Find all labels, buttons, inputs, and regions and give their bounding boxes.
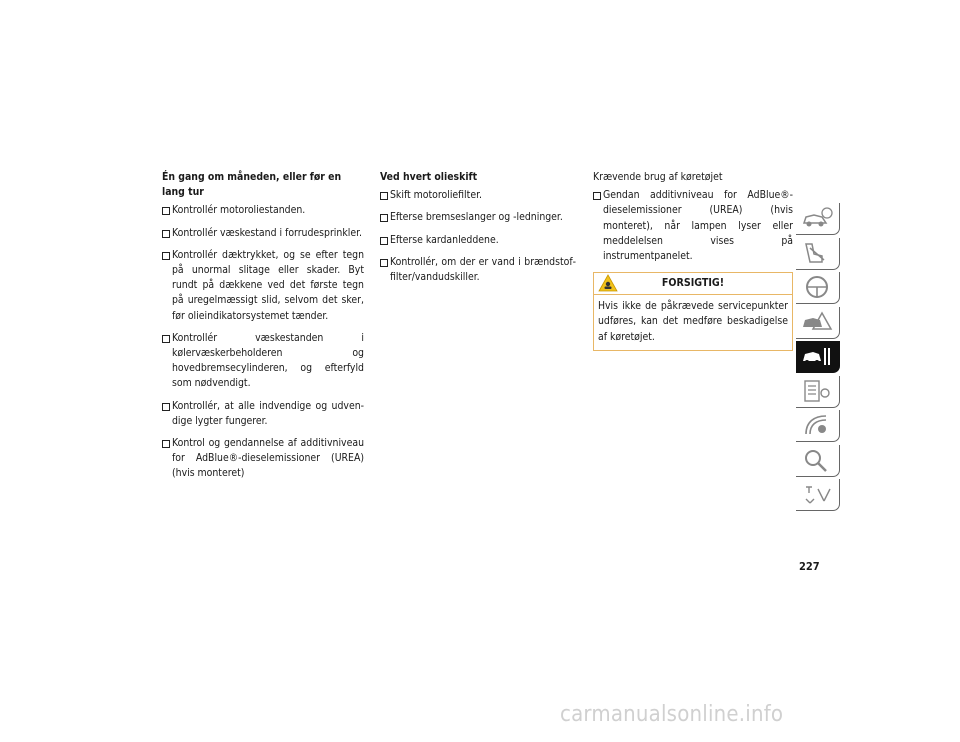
- checklist-item: Skift motoroliefilter.: [380, 188, 576, 203]
- watermark: carmanualsonline.info: [560, 702, 784, 727]
- magnifier-icon: [800, 447, 834, 473]
- checklist-item: Efterse bremseslanger og -ledninger.: [380, 210, 576, 225]
- checklist-item: Kontrollér, om der er vand i brændstoffilter/vandudskiller.: [380, 255, 576, 285]
- chapter-tab-8[interactable]: [796, 445, 840, 477]
- checkbox-icon: [162, 207, 170, 215]
- checkbox-icon: [380, 237, 388, 245]
- caution-title: FORSIGTIG!: [661, 277, 725, 290]
- chapter-tab-2[interactable]: [796, 238, 840, 270]
- car-wrench-icon: [800, 343, 834, 369]
- chapter-tab-4[interactable]: [796, 307, 840, 339]
- checkbox-icon: [162, 335, 170, 343]
- checkbox-icon: [162, 230, 170, 238]
- checklist-item: Kontrol og gendannelse af additivniveau for AdBlue®-dieselemissioner (UREA) (hvis monteret): [162, 436, 364, 482]
- chapter-tab-1[interactable]: [796, 203, 840, 235]
- checklist-item: Kontrollér, at alle indvendige og udvendige lygter fungerer.: [162, 399, 364, 429]
- maintenance-monthly-column: [162, 170, 364, 489]
- oil-change-checklist: [380, 188, 576, 285]
- chapter-tab-5[interactable]: [796, 341, 840, 373]
- oil-change-heading: Ved hvert olieskift: [380, 171, 478, 183]
- checkbox-icon: [380, 259, 388, 267]
- checkbox-icon: [162, 403, 170, 411]
- caution-box: [593, 272, 793, 351]
- checklist-item: Kontrollér dæktrykket, og se efter tegn på unormal slitage eller skader. Byt rundt på dækkene ved det første tegn på uregelmæssigt slid, selvom det sker, før olieindikatorsystemet tænder.: [162, 248, 364, 324]
- seat-belt-icon: [800, 240, 834, 266]
- checklist-item: Kontrollér motoroliestanden.: [162, 203, 364, 218]
- checkbox-icon: [380, 214, 388, 222]
- monthly-checklist: [162, 203, 364, 481]
- page-number: 227: [799, 560, 820, 573]
- chapter-tab-9[interactable]: [796, 479, 840, 511]
- spec-list-icon: [800, 378, 834, 404]
- caution-header: [594, 273, 792, 295]
- severe-use-heading: Krævende brug af køretøjet: [593, 171, 723, 183]
- multimedia-icon: [800, 412, 834, 438]
- maintenance-severe-use-column: [593, 170, 793, 351]
- language-icon: [800, 481, 834, 507]
- caution-warning-icon: [598, 274, 618, 292]
- maintenance-oil-change-column: [380, 170, 576, 292]
- checklist-item: Gendan additivniveau for AdBlue®-dieselemissioner (UREA) (hvis monteret), når lampen lyser eller meddelelsen vises på instrumentpanelet.: [593, 188, 793, 264]
- chapter-tab-strip: [796, 203, 840, 514]
- checklist-item: Kontrollér væskestand i forrudesprinkler.: [162, 226, 364, 241]
- monthly-heading: Én gang om måneden, eller før en lang tur: [162, 171, 342, 199]
- checkbox-icon: [162, 252, 170, 260]
- checkbox-icon: [162, 440, 170, 448]
- chapter-tab-3[interactable]: [796, 272, 840, 304]
- checkbox-icon: [593, 192, 601, 200]
- checklist-item: Efterse kardanleddene.: [380, 233, 576, 248]
- car-info-icon: [800, 205, 834, 231]
- chapter-tab-6[interactable]: [796, 376, 840, 408]
- steering-wheel-icon: [800, 274, 834, 300]
- car-warning-icon: [800, 309, 834, 335]
- checklist-item: Kontrollér væskestanden i kølervæskerbeholderen og hovedbremsecylinderen, og efterfyld som nødvendigt.: [162, 331, 364, 392]
- chapter-tab-7[interactable]: [796, 410, 840, 442]
- severe-use-checklist: [593, 188, 793, 264]
- checkbox-icon: [380, 192, 388, 200]
- caution-text: Hvis ikke de påkrævede servicepunkter udføres, kan det medføre beskadigelse af køretøjet.: [598, 300, 788, 343]
